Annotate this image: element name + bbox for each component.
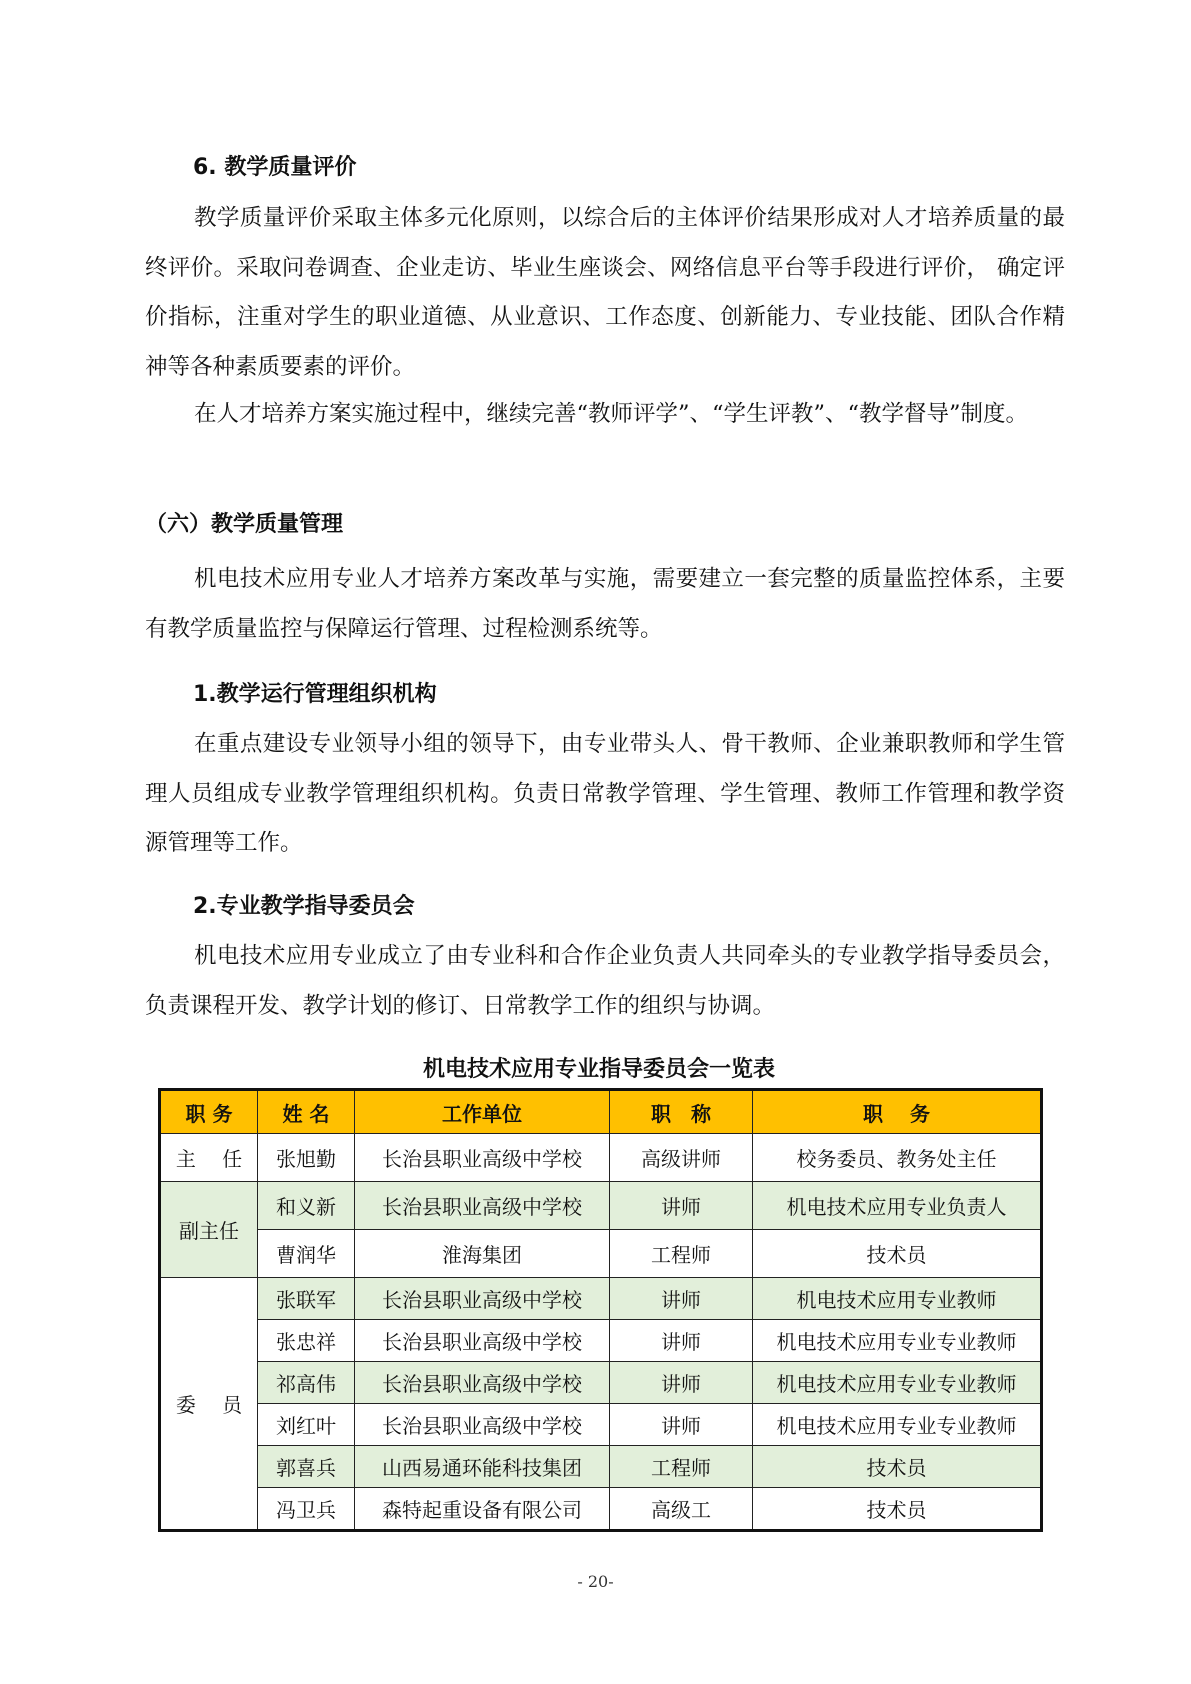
table-row — [160, 1278, 1042, 1320]
table-row — [160, 1404, 1042, 1446]
cell-title: 讲师 — [610, 1182, 753, 1230]
cell-unit: 长治县职业高级中学校 — [355, 1134, 610, 1182]
cell-title: 高级工 — [610, 1488, 753, 1531]
cell-name: 刘红叶 — [258, 1404, 355, 1446]
cell-unit: 森特起重设备有限公司 — [355, 1488, 610, 1531]
cell-duty: 技术员 — [753, 1446, 1042, 1488]
cell-name: 张旭勤 — [258, 1134, 355, 1182]
section-6-paragraph-1: 教学质量评价采取主体多元化原则，以综合后的主体评价结果形成对人才培养质量的最终评价。采取问卷调查、企业走访、毕业生座谈会、网络信息平台等手段进行评价， 确定评价指标，注重对学生的职业道德、从业意识、工作态度、创新能力、专业技能、团队合作精神等各种素质要素的评价。 — [145, 205, 1065, 380]
header-name: 姓 名 — [258, 1090, 355, 1134]
cell-duty: 机电技术应用专业专业教师 — [753, 1404, 1042, 1446]
header-position: 职 务 — [160, 1090, 258, 1134]
header-title: 职 称 — [610, 1090, 753, 1134]
cell-title: 高级讲师 — [610, 1134, 753, 1182]
table-row — [160, 1230, 1042, 1278]
section-vi-heading: （六）教学质量管理 — [145, 512, 344, 537]
cell-title: 工程师 — [610, 1230, 753, 1278]
group-cell-member: 委 员 — [160, 1278, 258, 1531]
section-6-heading: 6. 教学质量评价 — [193, 155, 357, 180]
subsection-2-heading: 2.专业教学指导委员会 — [193, 894, 415, 919]
table-row — [160, 1362, 1042, 1404]
page-number: - 20- — [577, 1572, 614, 1591]
subsection-1-heading: 1.教学运行管理组织机构 — [193, 682, 437, 707]
table-row — [160, 1134, 1042, 1182]
committee-table — [158, 1088, 1043, 1532]
group-cell-vice: 副主任 — [160, 1182, 258, 1278]
cell-unit: 长治县职业高级中学校 — [355, 1278, 610, 1320]
cell-duty: 技术员 — [753, 1488, 1042, 1531]
header-work-unit: 工作单位 — [355, 1090, 610, 1134]
table-header-row — [160, 1090, 1042, 1134]
cell-duty: 机电技术应用专业负责人 — [753, 1182, 1042, 1230]
cell-unit: 山西易通环能科技集团 — [355, 1446, 610, 1488]
cell-unit: 长治县职业高级中学校 — [355, 1362, 610, 1404]
cell-title: 讲师 — [610, 1362, 753, 1404]
subsection-1-paragraph: 在重点建设专业领导小组的领导下，由专业带头人、骨干教师、企业兼职教师和学生管理人员组成专业教学管理组织机构。负责日常教学管理、学生管理、教师工作管理和教学资源管理等工作。 — [145, 731, 1065, 856]
header-duty: 职 务 — [753, 1090, 1042, 1134]
cell-unit: 淮海集团 — [355, 1230, 610, 1278]
cell-name: 曹润华 — [258, 1230, 355, 1278]
table-row — [160, 1182, 1042, 1230]
table-row — [160, 1320, 1042, 1362]
section-vi-paragraph: 机电技术应用专业人才培养方案改革与实施，需要建立一套完整的质量监控体系，主要有教学质量监控与保障运行管理、过程检测系统等。 — [145, 566, 1065, 642]
cell-name: 郭喜兵 — [258, 1446, 355, 1488]
cell-name: 和义新 — [258, 1182, 355, 1230]
cell-name: 冯卫兵 — [258, 1488, 355, 1531]
cell-duty: 机电技术应用专业专业教师 — [753, 1320, 1042, 1362]
cell-title: 讲师 — [610, 1404, 753, 1446]
cell-unit: 长治县职业高级中学校 — [355, 1320, 610, 1362]
cell-name: 祁高伟 — [258, 1362, 355, 1404]
cell-unit: 长治县职业高级中学校 — [355, 1404, 610, 1446]
table-row — [160, 1446, 1042, 1488]
cell-title: 讲师 — [610, 1320, 753, 1362]
group-cell-chair: 主 任 — [160, 1134, 258, 1182]
cell-duty: 机电技术应用专业专业教师 — [753, 1362, 1042, 1404]
cell-name: 张忠祥 — [258, 1320, 355, 1362]
cell-duty: 技术员 — [753, 1230, 1042, 1278]
table-row — [160, 1488, 1042, 1531]
section-6-paragraph-2: 在人才培养方案实施过程中，继续完善“教师评学”、“学生评教”、“教学督导”制度。 — [194, 401, 1029, 427]
cell-name: 张联军 — [258, 1278, 355, 1320]
cell-title: 讲师 — [610, 1278, 753, 1320]
cell-title: 工程师 — [610, 1446, 753, 1488]
table-title: 机电技术应用专业指导委员会一览表 — [422, 1057, 775, 1082]
cell-duty: 机电技术应用专业教师 — [753, 1278, 1042, 1320]
subsection-2-paragraph: 机电技术应用专业成立了由专业科和合作企业负责人共同牵头的专业教学指导委员会，负责课程开发、教学计划的修订、日常教学工作的组织与协调。 — [145, 943, 1065, 1019]
cell-duty: 校务委员、教务处主任 — [753, 1134, 1042, 1182]
cell-unit: 长治县职业高级中学校 — [355, 1182, 610, 1230]
